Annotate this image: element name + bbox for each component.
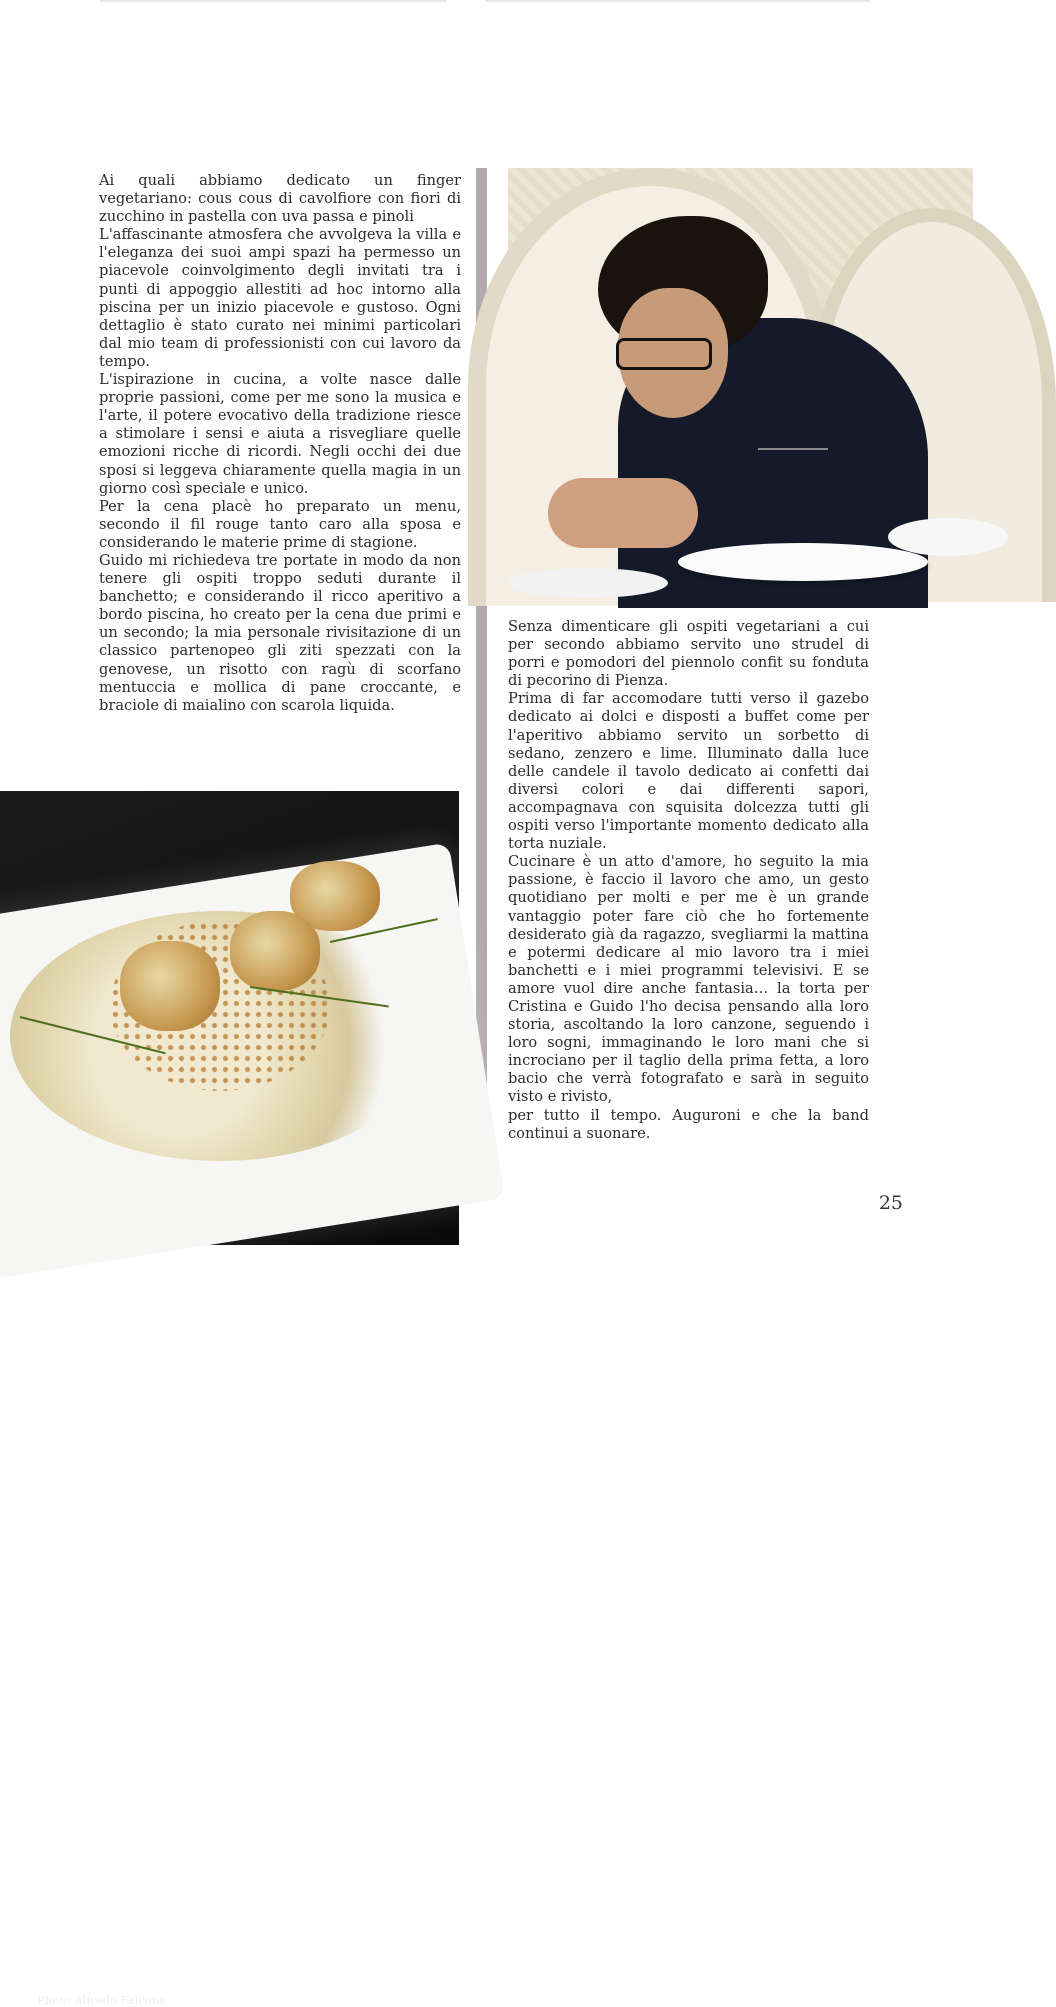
paragraph: L'ispirazione in cucina, a volte nasce dalle proprie passioni, come per me sono la musica e l'arte, il potere evocativo della tradizione riesce a stimolare i sensi e aiuta a risvegliare quelle emozioni ricche di ricordi. Negli occhi dei due sposi si leggeva chiaramente quella magia in un giorno così speciale e unico. — [99, 371, 461, 497]
paragraph: Guido mi richiedeva tre portate in modo da non tenere gli ospiti troppo seduti durante il banchetto; e considerando il ricco aperitivo a bordo piscina, ho creato per la cena due primi e un secondo; la mia personale rivisitazione di un classico partenopeo gli ziti spezzati con la genovese, un risotto con ragù di scorfano mentuccia e mollica di pane croccante, e braciole di maialino con scarola liquida. — [99, 551, 461, 714]
paragraph: L'affascinante atmosfera che avvolgeva la villa e l'eleganza dei suoi ampi spazi ha permesso un piacevole coinvolgimento degli invitati tra i punti di appoggio allestiti ad hoc intorno alla piscina per un inizio piacevole e gustoso. Ogni dettaglio è stato curato nei minimi particolari dal mio team di professionisti con cui lavoro da tempo. — [99, 226, 461, 370]
paragraph: per tutto il tempo. Auguroni e che la band continui a suonare. — [508, 1106, 869, 1142]
top-rule — [100, 0, 870, 2]
left-text-column — [99, 172, 461, 715]
paragraph: Ai quali abbiamo dedicato un finger vegetariano: cous cous di cavolfiore con fiori di zucchino in pastella con uva passa e pinoli — [99, 172, 461, 226]
jacket-logo — [758, 448, 828, 476]
paragraph: Cucinare è un atto d'amore, ho seguito la mia passione, è faccio il lavoro che amo, un gesto quotidiano per molti e per me è un grande vantaggio poter fare ciò che ho fortemente desiderato già da ragazzo, svegliarmi la mattina e potermi dedicare al mio lavoro tra i miei banchetti e i miei programmi televisivi. E se amore vuol dire anche fantasia… la torta per Cristina e Guido l'ho decisa pensando alla loro storia, ascoltando la loro canzone, seguendo i loro sogni, immaginando le loro mani che si incrociano per il taglio della prima fetta, a loro bacio che verrà fotografato e sarà in seguito visto e rivisto, — [508, 853, 869, 1106]
chef-hands — [548, 478, 698, 548]
paragraph: Prima di far accomodare tutti verso il gazebo dedicato ai dolci e disposti a buffet come per l'aperitivo abbiamo servito un sorbetto di sedano, zenzero e lime. Illuminato dalla luce delle candele il tavolo dedicato ai confetti dai diversi colori e dai differenti sapori, accompagnava con squisita dolcezza tutti gli ospiti verso l'importante momento dedicato alla torta nuziale. — [508, 690, 869, 853]
page-number: 25 — [878, 1192, 903, 1214]
paragraph: Senza dimenticare gli ospiti vegetariani a cui per secondo abbiamo servito uno strudel di porri e pomodori del piennolo confit su fonduta di pecorino di Pienza. — [508, 618, 869, 690]
fish-piece — [230, 911, 320, 991]
plate — [678, 543, 928, 581]
paragraph: Per la cena placè ho preparato un menu, secondo il fil rouge tanto caro alla sposa e considerando le materie prime di stagione. — [99, 497, 461, 551]
chef-photo — [508, 168, 973, 594]
glasses — [616, 338, 712, 370]
plate — [888, 518, 1008, 556]
right-text-column — [508, 618, 869, 1143]
fish-piece — [120, 941, 220, 1031]
plate — [508, 568, 668, 598]
photo-caption: Photo Alfredo Falcone — [37, 1993, 167, 2007]
risotto-photo — [0, 791, 459, 2007]
